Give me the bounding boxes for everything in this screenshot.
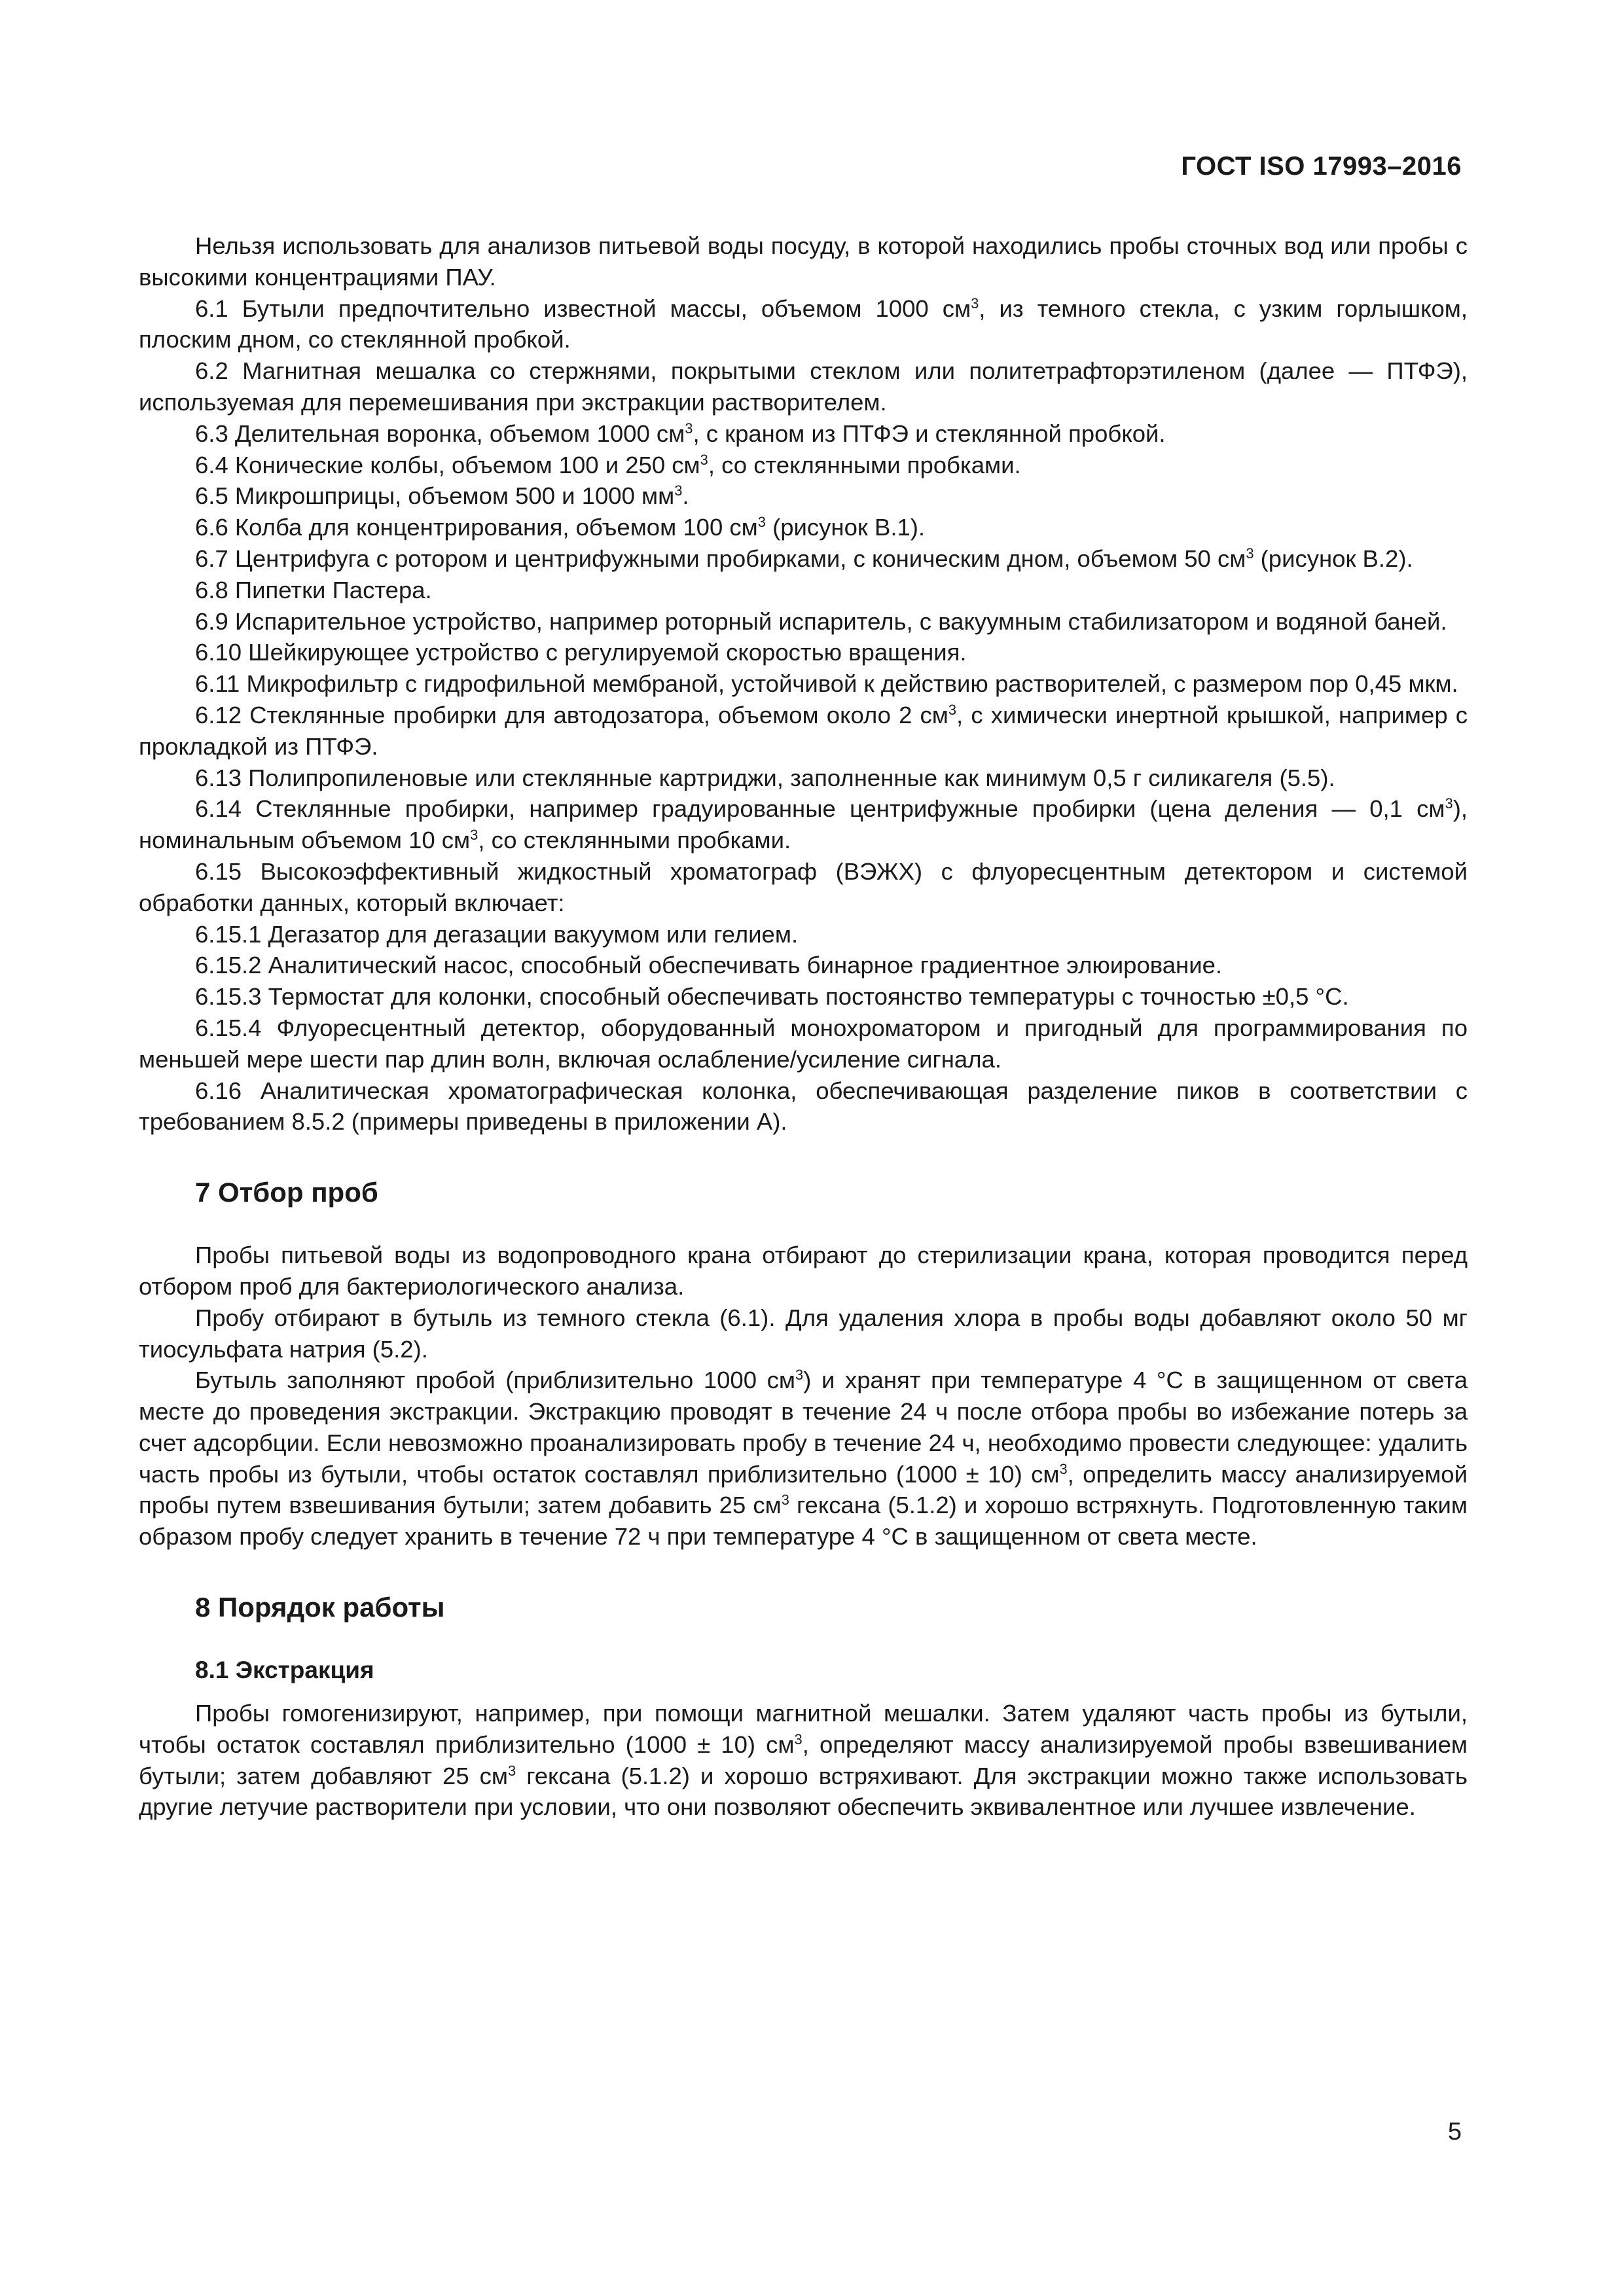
section-7-paragraph-3: Бутыль заполняют пробой (приблизительно 1000 $см^3$) и хранят при температуре 4 °С в защищенном от света месте до проведения экстракции. Экстракцию проводят в течение 24 ч после отбора пробы во избежание потерь за счет адсорбции. Если невозможно проанализировать пробу в течение 24 ч, необходимо провести следующее: удалить часть пробы из бутыли, чтобы остаток составлял приблизительно (1000 ± 10) $см^3$, определить массу анализируемой пробы путем взвешивания бутыли; затем добавить 25 $см^3$ гексана (5.1.2) и хорошо встряхнуть. Подготовленную таким образом пробу следует хранить в течение 72 ч при температуре 4 °С в защищенном от света месте. bbox=[139, 1367, 1468, 1551]
document-code-header: ГОСТ ISO 17993–2016 bbox=[1181, 152, 1462, 181]
section-8-heading: 8 Порядок работы bbox=[195, 1592, 445, 1623]
item-6-8: 6.8 Пипетки Пастера. bbox=[195, 576, 432, 603]
page-number: 5 bbox=[1447, 2118, 1462, 2145]
section-7-paragraph-2: Пробу отбирают в бутыль из темного стекла (6.1). Для удаления хлора в пробы воды добавляют около 50 мг тиосульфата натрия (5.2). bbox=[139, 1304, 1468, 1363]
item-6-14: 6.14 Стеклянные пробирки, например градуированные центрифужные пробирки (цена деления — 0,1 $см^3$), номинальным объемом 10 $см^3$, со стеклянными пробками. bbox=[139, 795, 1468, 854]
item-6-15-3: 6.15.3 Термостат для колонки, способный обеспечивать постоянство температуры с точностью ±0,5 °С. bbox=[195, 983, 1349, 1011]
item-6-10: 6.10 Шейкирующее устройство с регулируемой скоростью вращения. bbox=[195, 639, 967, 666]
item-6-3: 6.3 Делительная воронка, объемом 1000 $см^3$, с краном из ПТФЭ и стеклянной пробкой. bbox=[195, 420, 1166, 447]
section-8-1-paragraph: Пробы гомогенизируют, например, при помощи магнитной мешалки. Затем удаляют часть пробы из бутыли, чтобы остаток составлял приблизительно (1000 ± 10) $см^3$, определяют массу анализируемой пробы взвешиванием бутыли; затем добавляют 25 $см^3$ гексана (5.1.2) и хорошо встряхивают. Для экстракции можно также использовать другие летучие растворители при условии, что они позволяют обеспечить эквивалентное или лучшее извлечение. bbox=[139, 1700, 1468, 1821]
item-6-16: 6.16 Аналитическая хроматографическая колонка, обеспечивающая разделение пиков в соответствии с требованием 8.5.2 (примеры приведены в приложении А). bbox=[139, 1077, 1468, 1136]
document-body bbox=[139, 230, 1468, 1823]
item-6-9: 6.9 Испарительное устройство, например роторный испаритель, с вакуумным стабилизатором и водяной баней. bbox=[195, 607, 1447, 635]
item-6-7: 6.7 Центрифуга с ротором и центрифужными пробирками, с коническим дном, объемом 50 $см^3$ (рисунок В.2). bbox=[195, 545, 1413, 572]
item-6-5: 6.5 Микрошприцы, объемом 500 и 1000 $мм^3$. bbox=[195, 482, 689, 510]
item-6-11: 6.11 Микрофильтр с гидрофильной мембраной, устойчивой к действию растворителей, с размером пор 0,45 мкм. bbox=[195, 670, 1458, 698]
item-6-15-1: 6.15.1 Дегазатор для дегазации вакуумом или гелием. bbox=[195, 920, 799, 948]
item-6-15-4: 6.15.4 Флуоресцентный детектор, оборудованный монохроматором и пригодный для программирования по меньшей мере шести пар длин волн, включая ослабление/усиление сигнала. bbox=[139, 1014, 1468, 1073]
item-6-2: 6.2 Магнитная мешалка со стержнями, покрытыми стеклом или политетрафторэтиленом (далее — ПТФЭ), используемая для перемешивания при экстракции растворителем. bbox=[139, 357, 1468, 416]
item-6-4: 6.4 Конические колбы, объемом 100 и 250 $см^3$, со стеклянными пробками. bbox=[195, 451, 1021, 478]
intro-paragraph: Нельзя использовать для анализов питьевой воды посуду, в которой находились пробы сточных вод или пробы с высокими концентрациями ПАУ. bbox=[139, 232, 1468, 291]
item-6-13: 6.13 Полипропиленовые или стеклянные картриджи, заполненные как минимум 0,5 г силикагеля (5.5). bbox=[195, 764, 1335, 791]
item-6-6: 6.6 Колба для концентрирования, объемом 100 $см^3$ (рисунок В.1). bbox=[195, 514, 926, 541]
item-6-15: 6.15 Высокоэффективный жидкостный хроматограф (ВЭЖХ) с флуоресцентным детектором и системой обработки данных, который включает: bbox=[139, 857, 1468, 916]
section-8-1-heading: 8.1 Экстракция bbox=[195, 1657, 374, 1684]
item-6-12: 6.12 Стеклянные пробирки для автодозатора, объемом около 2 $см^3$, с химически инертной крышкой, например с прокладкой из ПТФЭ. bbox=[139, 701, 1468, 760]
item-6-1: 6.1 Бутыли предпочтительно известной массы, объемом 1000 $см^3$, из темного стекла, с узким горлышком, плоским дном, со стеклянной пробкой. bbox=[139, 295, 1468, 353]
section-7-paragraph-1: Пробы питьевой воды из водопроводного крана отбирают до стерилизации крана, которая проводится перед отбором проб для бактериологического анализа. bbox=[139, 1242, 1468, 1300]
section-7-heading: 7 Отбор проб bbox=[195, 1177, 378, 1208]
item-6-15-2: 6.15.2 Аналитический насос, способный обеспечивать бинарное градиентное элюирование. bbox=[195, 952, 1223, 979]
